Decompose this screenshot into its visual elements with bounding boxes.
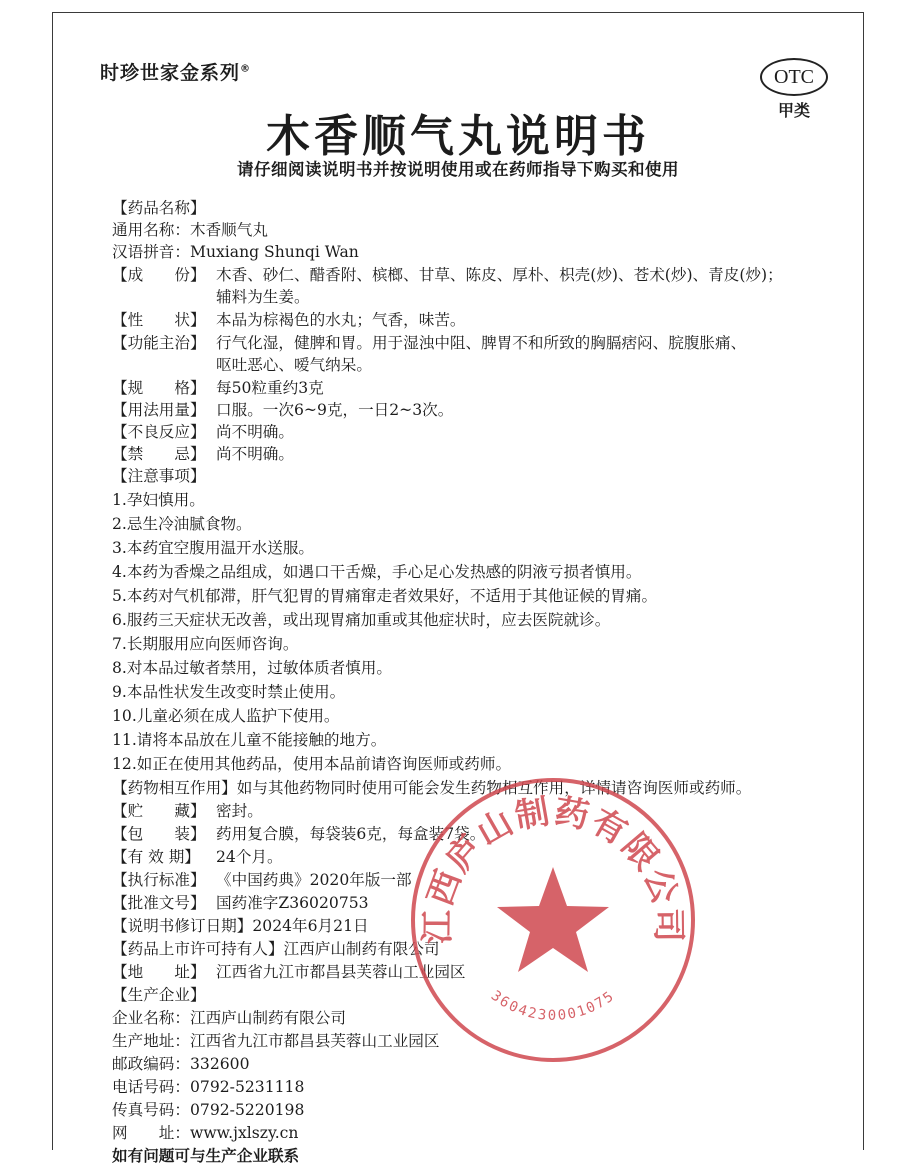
precaution-item: 12.如正在使用其他药品，使用本品前请咨询医师或药师。 xyxy=(112,755,512,773)
precaution-item: 5.本药对气机郁滞，肝气犯胃的胃痛窜走者效果好，不适用于其他证候的胃痛。 xyxy=(112,587,658,605)
precaution-item: 7.长期服用应向医师咨询。 xyxy=(112,635,299,653)
revision-label: 【说明书修订日期】 xyxy=(112,917,253,935)
precaution-item: 3.本药宜空腹用温开水送服。 xyxy=(112,539,315,557)
interactions-value: 如与其他药物同时使用可能会发生药物相互作用，详情请咨询医师或药师。 xyxy=(236,779,752,797)
phone-label: 电话号码： xyxy=(112,1078,190,1096)
interactions-label: 【药物相互作用】 xyxy=(112,779,237,797)
address-row xyxy=(112,961,466,983)
zip-label: 邮政编码： xyxy=(112,1055,190,1073)
ingredients-label: 【成 份】 xyxy=(112,266,206,284)
otc-label: OTC xyxy=(760,58,828,96)
precautions-heading: 【注意事项】 xyxy=(112,467,206,485)
indications-row xyxy=(112,332,746,354)
address-label: 【地 址】 xyxy=(112,963,206,981)
manufacturer-address-row xyxy=(112,1030,440,1052)
website-label: 网 址： xyxy=(112,1124,190,1142)
precaution-item: 6.服药三天症状无改善，或出现胃痛加重或其他症状时，应去医院就诊。 xyxy=(112,611,611,629)
contact-note: 如有问题可与生产企业联系 xyxy=(112,1146,300,1165)
holder-value: 江西庐山制药有限公司 xyxy=(283,940,440,958)
storage-row xyxy=(112,800,263,822)
validity-row xyxy=(112,846,283,868)
adverse-row xyxy=(112,421,294,443)
ingredients-value: 木香、砂仁、醋香附、槟榔、甘草、陈皮、厚朴、枳壳(炒)、苍术(炒)、青皮(炒)； xyxy=(216,266,783,284)
storage-label: 【贮 藏】 xyxy=(112,802,206,820)
pinyin-value: Muxiang Shunqi Wan xyxy=(189,243,359,261)
specification-value: 每50粒重约3克 xyxy=(216,379,324,397)
dosage-value: 口服。一次6~9克，一日2~3次。 xyxy=(216,401,454,419)
validity-label: 【有 效 期】 xyxy=(112,848,200,866)
character-label: 【性 状】 xyxy=(112,311,206,329)
generic-name-row xyxy=(112,219,268,241)
manufacturer-address-label: 生产地址： xyxy=(112,1032,190,1050)
revision-row xyxy=(112,915,369,937)
zip-value: 332600 xyxy=(189,1055,250,1073)
document-subtitle: 请仔细阅读说明书并按说明使用或在药师指导下购买和使用 xyxy=(237,160,679,179)
address-value: 江西省九江市都昌县芙蓉山工业园区 xyxy=(216,963,466,981)
precaution-item: 9.本品性状发生改变时禁止使用。 xyxy=(112,683,346,701)
seal-company-text: 江西庐山制药有限公司 xyxy=(417,791,689,945)
precaution-item: 4.本药为香燥之品组成，如遇口干舌燥，手心足心发热感的阴液亏损者慎用。 xyxy=(112,563,642,581)
package-value: 药用复合膜，每袋装6克，每盒装7袋。 xyxy=(216,825,486,843)
package-row xyxy=(112,823,485,845)
pinyin-row xyxy=(112,241,359,263)
character-row xyxy=(112,309,466,331)
specification-row xyxy=(112,377,324,399)
pinyin-label: 汉语拼音： xyxy=(112,243,190,261)
approval-label: 【批准文号】 xyxy=(112,894,206,912)
interactions-row xyxy=(112,777,751,799)
holder-row xyxy=(112,938,440,960)
contraindications-row xyxy=(112,443,294,465)
brand-series: 时珍世家金系列® xyxy=(100,62,252,84)
manufacturer-heading: 【生产企业】 xyxy=(112,986,206,1004)
registered-mark: ® xyxy=(240,63,252,75)
generic-name-value: 木香顺气丸 xyxy=(189,221,268,239)
zip-row xyxy=(112,1053,250,1075)
indications-label: 【功能主治】 xyxy=(112,334,206,352)
fax-label: 传真号码： xyxy=(112,1101,190,1119)
generic-name-label: 通用名称： xyxy=(112,221,190,239)
precaution-item: 8.对本品过敏者禁用，过敏体质者慎用。 xyxy=(112,659,392,677)
section-drug-name: 【药品名称】 xyxy=(112,199,206,217)
validity-value: 24个月。 xyxy=(216,848,283,866)
package-label: 【包 装】 xyxy=(112,825,206,843)
revision-value: 2024年6月21日 xyxy=(252,917,369,935)
dosage-row xyxy=(112,399,453,421)
manufacturer-name-label: 企业名称： xyxy=(112,1009,190,1027)
manufacturer-name-value: 江西庐山制药有限公司 xyxy=(189,1009,346,1027)
adverse-value: 尚不明确。 xyxy=(216,423,294,441)
contraindications-value: 尚不明确。 xyxy=(216,445,294,463)
otc-class: 甲类 xyxy=(777,101,810,120)
standard-row xyxy=(112,869,412,891)
document-title: 木香顺气丸说明书 xyxy=(266,111,650,162)
standard-value: 《中国药典》2020年版一部 xyxy=(216,871,412,889)
fax-value: 0792-5220198 xyxy=(189,1101,305,1119)
precaution-item: 1.孕妇慎用。 xyxy=(112,491,205,509)
ingredients-row xyxy=(112,264,783,286)
indications-value: 行气化湿，健脾和胃。用于湿浊中阻、脾胃不和所致的胸膈痞闷、脘腹胀痛、 xyxy=(216,334,747,352)
phone-row xyxy=(112,1076,304,1098)
phone-value: 0792-5231118 xyxy=(189,1078,305,1096)
fax-row xyxy=(112,1099,304,1121)
holder-label: 【药品上市许可持有人】 xyxy=(112,940,284,958)
website-row xyxy=(112,1122,298,1144)
manufacturer-name-row xyxy=(112,1007,346,1029)
precaution-item: 10.儿童必须在成人监护下使用。 xyxy=(112,707,340,725)
indications-value-2: 呕吐恶心、嗳气纳呆。 xyxy=(216,356,372,374)
seal-number-text: 3604230001075 xyxy=(487,987,619,1024)
precaution-item: 11.请将本品放在儿童不能接触的地方。 xyxy=(112,731,387,749)
character-value: 本品为棕褐色的水丸；气香，味苦。 xyxy=(216,311,466,329)
specification-label: 【规 格】 xyxy=(112,379,206,397)
storage-value: 密封。 xyxy=(216,802,263,820)
manufacturer-address-value: 江西省九江市都昌县芙蓉山工业园区 xyxy=(189,1032,440,1050)
website-value: www.jxlszy.cn xyxy=(189,1124,299,1142)
ingredients-value-2: 辅料为生姜。 xyxy=(216,288,310,306)
standard-label: 【执行标准】 xyxy=(112,871,206,889)
contraindications-label: 【禁 忌】 xyxy=(112,445,206,463)
approval-value: 国药准字Z36020753 xyxy=(216,894,369,912)
adverse-label: 【不良反应】 xyxy=(112,423,206,441)
precaution-item: 2.忌生冷油腻食物。 xyxy=(112,515,252,533)
approval-row xyxy=(112,892,369,914)
dosage-label: 【用法用量】 xyxy=(112,401,206,419)
